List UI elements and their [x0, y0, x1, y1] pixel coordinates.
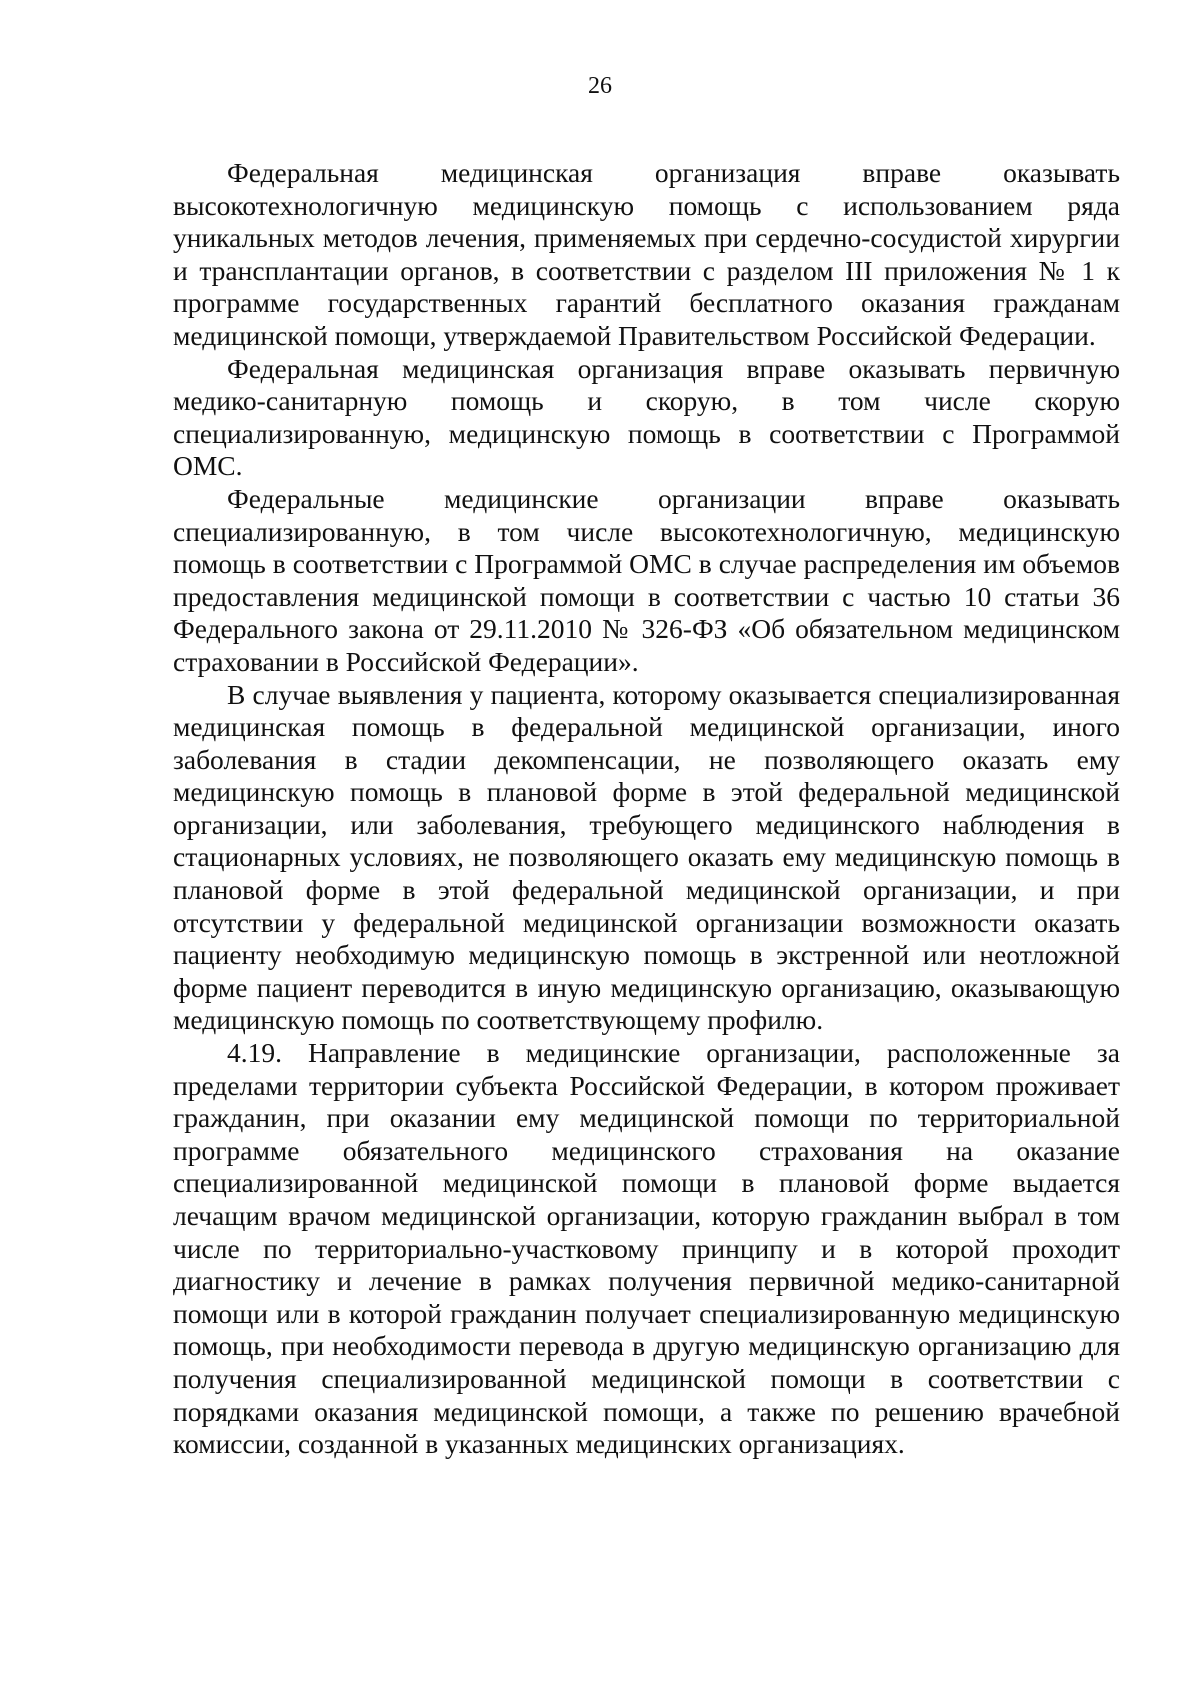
document-body	[173, 157, 1120, 1461]
paragraph-federal-high-tech-care: Федеральная медицинская организация вправе оказывать высокотехнологичную медицинскую помощь с использованием ряда уникальных методов лечения, применяемых при сердечно-сосудистой хирургии и трансплантации органов, в соответствии с разделом III приложения № 1 к программе государственных гарантий бесплатного оказания гражданам медицинской помощи, утверждаемой Правительством Российской Федерации.	[173, 157, 1120, 351]
paragraph-section-4-19: 4.19. Направление в медицинские организации, расположенные за пределами территории субъекта Российской Федерации, в котором проживает гражданин, при оказании ему медицинской помощи по территориальной программе обязательного медицинского страхования на оказание специализированной медицинской помощи в плановой форме выдается лечащим врачом медицинской организации, которую гражданин выбрал в том числе по территориально-участковому принципу и в которой проходит диагностику и лечение в рамках получения первичной медико-санитарной помощи или в которой гражданин получает специализированную медицинскую помощь, при необходимости перевода в другую медицинскую организацию для получения специализированной медицинской помощи в соответствии с порядками оказания медицинской помощи, а также по решению врачебной комиссии, созданной в указанных медицинских организациях.	[173, 1037, 1120, 1460]
paragraph-federal-specialized-care: Федеральные медицинские организации вправе оказывать специализированную, в том числе высокотехнологичную, медицинскую помощь в соответствии с Программой ОМС в случае распределения им объемов предоставления медицинской помощи в соответствии с частью 10 статьи 36 Федерального закона от 29.11.2010 № 326-ФЗ «Об обязательном медицинском страховании в Российской Федерации».	[173, 482, 1120, 677]
page-number: 26	[588, 73, 612, 99]
paragraph-federal-primary-care: Федеральная медицинская организация вправе оказывать первичную медико-санитарную помощь и скорую, в том числе скорую специализированную, медицинскую помощь в соответствии с Программой ОМС.	[173, 352, 1120, 482]
paragraph-patient-transfer: В случае выявления у пациента, которому оказывается специализированная медицинская помощь в федеральной медицинской организации, иного заболевания в стадии декомпенсации, не позволяющего оказать ему медицинскую помощь в плановой форме в этой федеральной медицинской организации, или заболевания, требующего медицинского наблюдения в стационарных условиях, не позволяющего оказать ему медицинскую помощь в плановой форме в этой федеральной медицинской организации, и при отсутствии у федеральной медицинской организации возможности оказать пациенту необходимую медицинскую помощь в экстренной или неотложной форме пациент переводится в иную медицинскую организацию, оказывающую медицинскую помощь по соответствующему профилю.	[173, 678, 1120, 1036]
